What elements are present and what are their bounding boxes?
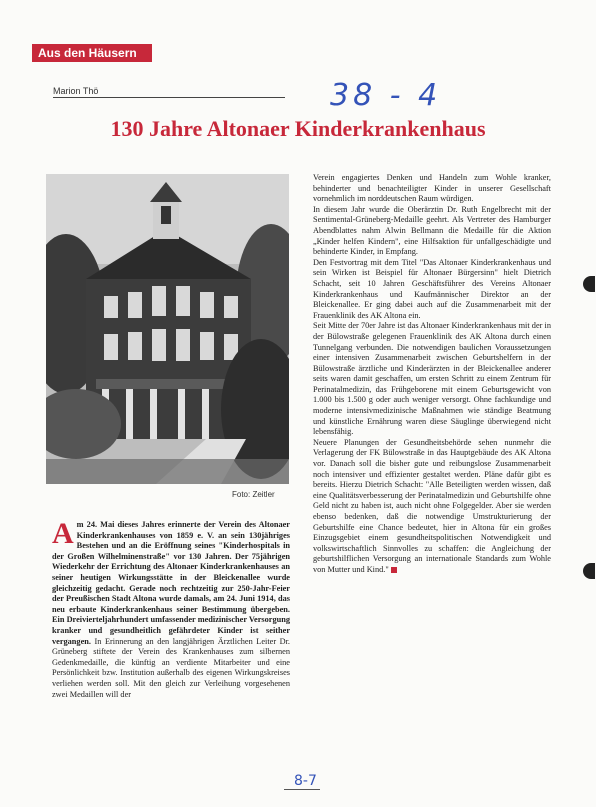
- binder-hole: [583, 276, 595, 292]
- author-rule: [53, 97, 285, 98]
- article-headline: 130 Jahre Altonaer Kinderkrankenhaus: [110, 116, 486, 141]
- article-paragraph-final: [313, 438, 551, 576]
- article-paragraph: Seit Mitte der 70er Jahre ist das Altonaer Kinderkrankenhaus mit der in der Bülowstraße gelegenen Frauenklinik des AK Altona durch einen Tunnelgang verbunden. Die notwendigen baulichen Voraussetzungen einer intensiven Zusammenarbeit zwischen Geburtshelfern in der Bülowstraße ärztliche und Kinderärzten in der Bleickenallee anderer seits waren damit geschaffen, um ersten Schritt zu einem Zentrum für Perinatalmedizin, das Frühgeborene mit einem Geburtsgewicht von 1.000 bis 1.500 g oder auch weniger versorgt. Ohne fachkundige und moderne intensivmedizinische Maßnahmen wie ständige Beatmung und künstliche Ernährung waren diese Säuglinge überwiegend nicht lebensfähig.: [313, 321, 551, 437]
- handwritten-note: 38 - 4: [330, 78, 442, 113]
- article-paragraph: In diesem Jahr wurde die Oberärztin Dr. Ruth Engelbrecht mit der Sentimental-Grüneberg-Medaille geehrt. Als Vertreter des Hamburger Abendblattes nahm Alwin Bellmann die Medaille für die Aktion „Kinder helfen Kindern", eine Hilfsaktion für unfallgeschädigte und behinderte Kinder, in Empfang.: [313, 204, 551, 257]
- article-paragraph: Den Festvortrag mit dem Titel "Das Altonaer Kinderkrankenhaus und sein Wirken ist Beispiel für Altonaer Bürgersinn" hielt Dietrich Schacht, seit 10 Jahren Geschäftsführer des Vereins Altonaer Kinderkrankenhaus und Kaufmännischer Direktor an der Bleickenallee. Er ging dabei auch auf die Zusammenarbeit mit der Frauenklinik des AK Altona ein.: [313, 257, 551, 320]
- article-lead: m 24. Mai dieses Jahres erinnerte der Verein des Altonaer Kinderkrankenhauses von 1859 e. V. an sein 130jähriges Bestehen und an die Eröffnung seines "Kinderhospitals in der Großen Wilhelminenstraße" vor 130 Jahren. Der 75jährigen Wiederkehr der Errichtung des Altonaer Kinderkrankenhauses an seiner heutigen Wirkungsstätte in der Bleickenallee wurde gleichzeitig gedacht. Gerade noch rechtzeitig zur 250-Jahr-Feier der Preußischen Stadt Altona wurde damals, am 24. Juni 1914, das neu erbaute Kinderkrankenhaus seiner Bestimmung übergeben. Ein Dreivierteljahrhundert umfassender medizinischer Versorgung kranker und gesundheitlich gefährdeter Kinder ist seither vergangen.: [52, 520, 290, 646]
- page-number-rule: [284, 789, 320, 790]
- article-column-left: [52, 517, 290, 700]
- hospital-photo: [46, 174, 289, 484]
- article-body-left: In Erinnerung an den langjährigen Ärztlichen Leiter Dr. Grüneberg stiftete der Verein des Krankenhauses zum silbernen Gedenkmedaille, die künftig an verdiente Mitarbeiter und eine Persönlichkeit bzw. Institution außerhalb des eigenen Wirkungskreises verliehen werden soll. Mit den gleich zur Verleihung vorgesehenen zwei Medaillen will der: [52, 636, 290, 699]
- page-number: 8-7: [294, 773, 317, 789]
- photo-caption: Foto: Zeitler: [232, 490, 275, 499]
- section-tab: Aus den Häusern: [32, 44, 152, 62]
- drop-cap: A: [52, 517, 74, 550]
- end-mark-icon: [391, 567, 397, 573]
- article-column-right: [313, 173, 551, 576]
- article-paragraph-text: Neuere Planungen der Gesundheitsbehörde sehen nunmehr die Verlagerung der FK Bülowstraße in das Hauptgebäude des AK Altona vor. Danach soll die bisher gute und reibungslose Zusammenarbeit noch intensiver und effizienter gestaltet werden. Pläne dafür gibt es bereits. Hierzu Dietrich Schacht: "Alle Beteiligten werden wissen, daß eine Qualitätsverbesserung der Perinatalmedizin und Geburtshilfe ohne Geld nicht zu haben ist, auch nicht ohne Folgegelder. Aber sie werden ebenso bedenken, daß die notwendige Umstrukturierung der Geburtshilfe eine Chance bedeutet, hier in Altona für ein großes Einzugsgebiet einem gesundheitspolitischen Notwendigkeit und volkswirtschaftlich Sinnvolles zu schaffen: die Angleichung der geburtshilflichen Versorgung an internationale Standards zum Wohle von Mutter und Kind.": [313, 437, 551, 574]
- binder-hole: [583, 563, 595, 579]
- hospital-building-image: [46, 174, 289, 484]
- article-paragraph: Verein engagiertes Denken und Handeln zum Wohle kranker, behinderter und benachteiligter Kinder in unserer Gesellschaft vornehmlich im norddeutschen Raum würdigen.: [313, 173, 551, 204]
- author-name: Marion Thö: [53, 86, 99, 96]
